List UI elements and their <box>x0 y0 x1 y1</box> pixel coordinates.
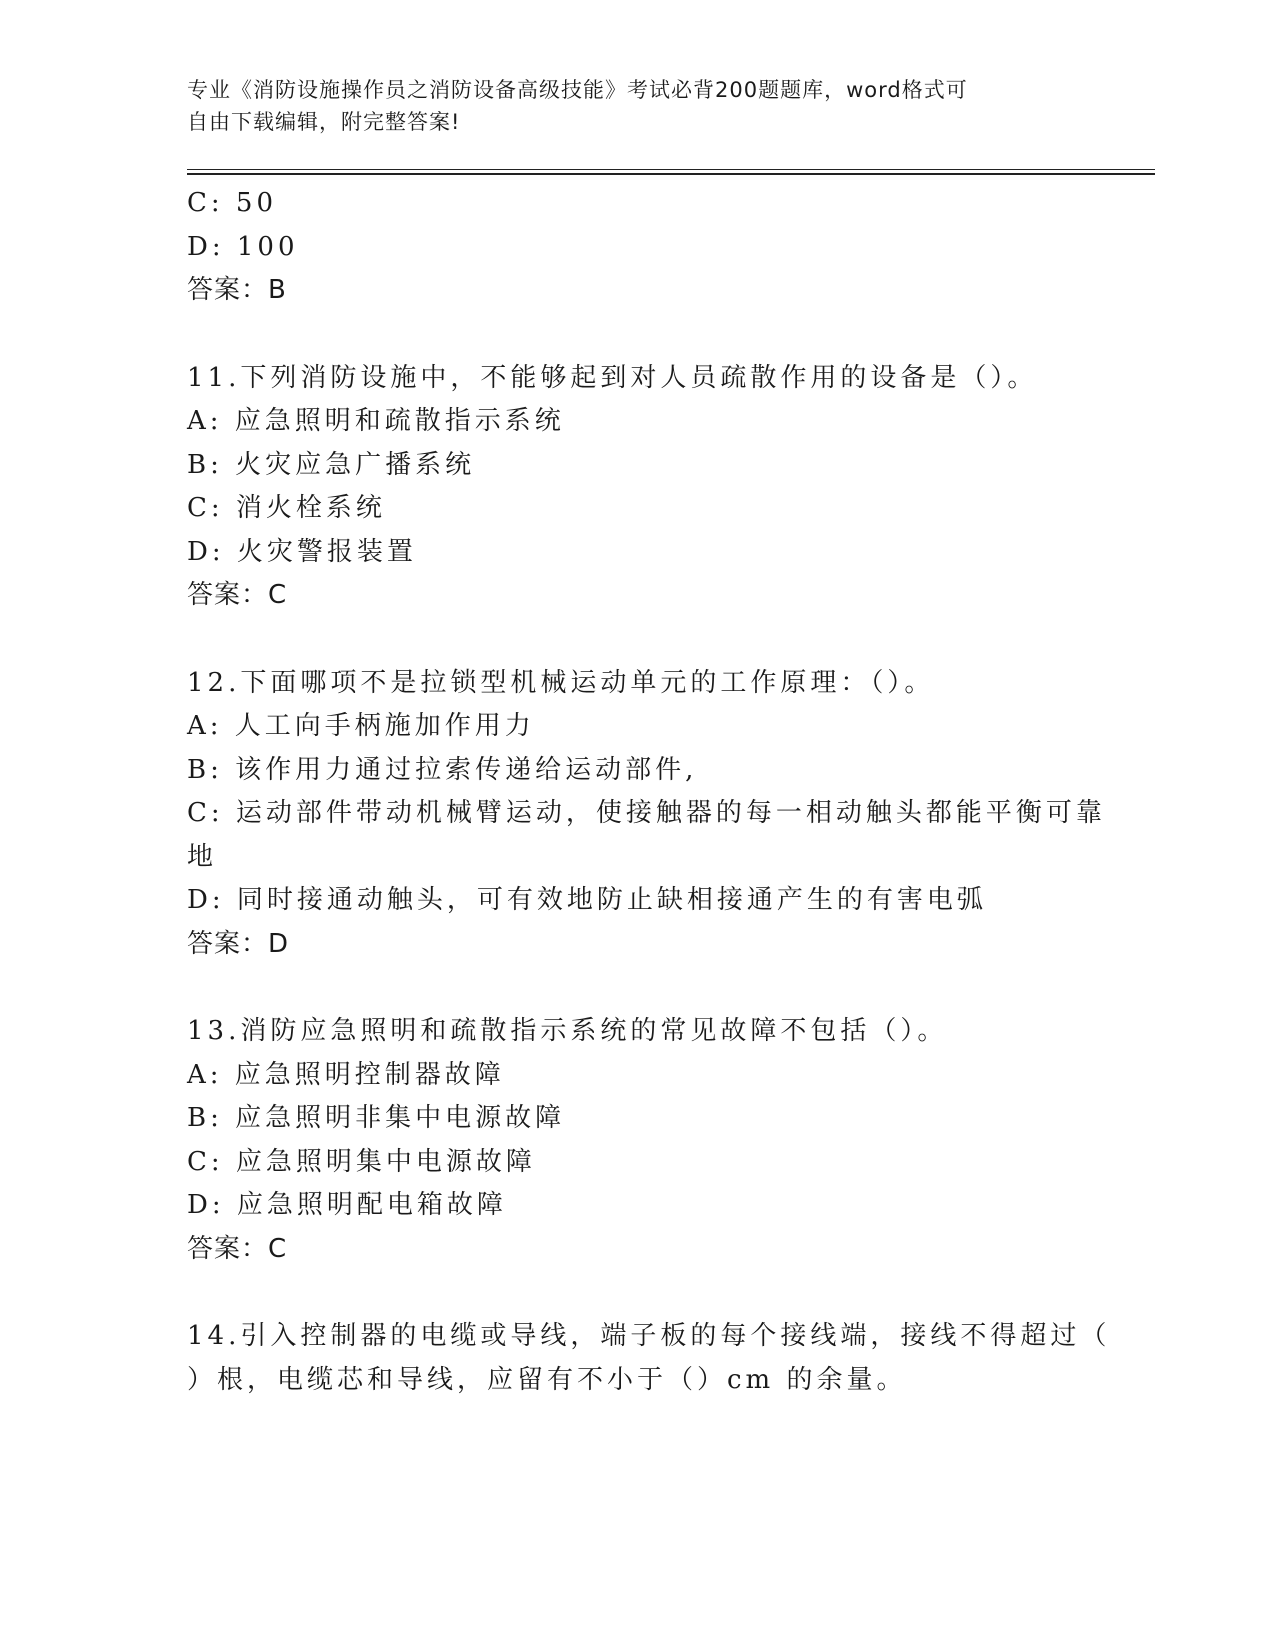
question-12-option-c-continued: 地 <box>187 842 218 872</box>
header-line-2: 自由下载编辑，附完整答案! <box>187 110 461 134</box>
question-13-option-c: C: 应急照明集中电源故障 <box>187 1147 536 1177</box>
question-13-option-d: D: 应急照明配电箱故障 <box>187 1190 507 1220</box>
question-14-stem: 14.引入控制器的电缆或导线，端子板的每个接线端，接线不得超过（ <box>187 1321 1111 1351</box>
question-12-answer: 答案：D <box>187 929 290 959</box>
question-11-option-c: C: 消火栓系统 <box>187 493 386 523</box>
question-12-option-d: D: 同时接通动触头，可有效地防止缺相接通产生的有害电弧 <box>187 885 987 915</box>
question-11-stem: 11.下列消防设施中，不能够起到对人员疏散作用的设备是（）。 <box>187 363 1038 393</box>
header-rule-bottom <box>187 173 1155 175</box>
question-11-option-b: B: 火灾应急广播系统 <box>187 450 476 480</box>
question-13-option-a: A: 应急照明控制器故障 <box>187 1060 505 1090</box>
question-14-stem-continued: ）根，电缆芯和导线，应留有不小于（）cm 的余量。 <box>187 1365 907 1395</box>
question-13-stem: 13.消防应急照明和疏散指示系统的常见故障不包括（）。 <box>187 1016 948 1046</box>
question-10-option-d: D: 100 <box>187 232 299 262</box>
question-11-option-d: D: 火灾警报装置 <box>187 537 417 567</box>
question-11-answer: 答案：C <box>187 580 288 610</box>
question-11-option-a: A: 应急照明和疏散指示系统 <box>187 406 565 436</box>
question-13-option-b: B: 应急照明非集中电源故障 <box>187 1103 566 1133</box>
question-12-stem: 12.下面哪项不是拉锁型机械运动单元的工作原理：（）。 <box>187 668 935 698</box>
question-10-answer: 答案：B <box>187 275 287 305</box>
question-12-option-b: B: 该作用力通过拉索传递给运动部件, <box>187 755 698 785</box>
document-header <box>187 74 1087 138</box>
question-13-answer: 答案：C <box>187 1234 288 1264</box>
header-line-1: 专业《消防设施操作员之消防设备高级技能》考试必背200题题库，word格式可 <box>187 78 968 102</box>
question-12-option-c: C: 运动部件带动机械臂运动，使接触器的每一相动触头都能平衡可靠 <box>187 798 1106 828</box>
question-10-option-c: C: 50 <box>187 188 278 218</box>
header-rule-top <box>187 169 1155 170</box>
question-12-option-a: A: 人工向手柄施加作用力 <box>187 711 535 741</box>
